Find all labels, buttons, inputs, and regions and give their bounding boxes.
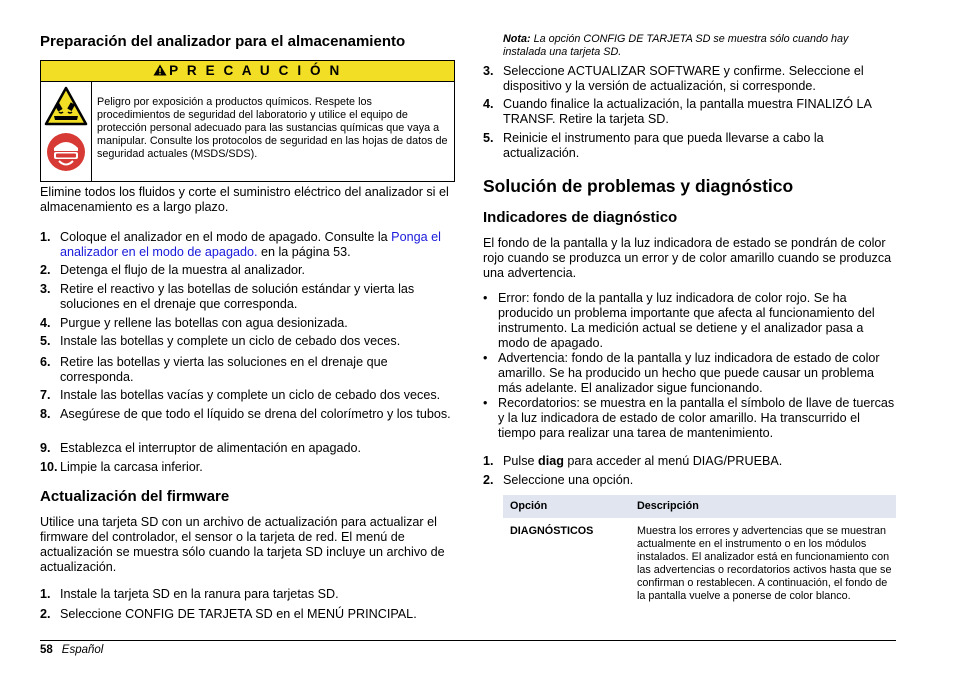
list-item: 5. Instale las botellas y complete un ciclo de cebado dos veces. <box>40 334 401 348</box>
list-item: 1. Pulse diag para acceder al menú DIAG/PRUEBA. <box>483 454 783 468</box>
note-label: Nota: <box>503 33 531 45</box>
caution-header <box>41 61 454 82</box>
caution-box <box>40 60 455 182</box>
list-item: • Advertencia: fondo de la pantalla y luz indicadora de estado de color amarillo. Se ha producido un hecho que puede causar un problema más adelante. El analizador sigue funcionando. <box>483 351 880 395</box>
indicators-intro: El fondo de la pantalla y la luz indicadora de estado se pondrán de color rojo cuando se produzca un error y de color amarillo cuando se produzca una advertencia. <box>483 236 892 280</box>
caution-text: Peligro por exposición a productos químicos. Respete los procedimientos de seguridad del laboratorio y utilice el equipo de protección personal adecuado para las sustancias químicas que vaya a manipular. Consulte los protocolos de seguridad en las hojas de datos de seguridad actuales (MSDS/SDS). <box>97 96 448 160</box>
list-item: 6. Retire las botellas y vierta las soluciones en el drenaje que corresponda. <box>40 355 388 384</box>
caution-label: P R E C A U C I Ó N <box>169 63 342 78</box>
list-item: 3. Seleccione ACTUALIZAR SOFTWARE y confirme. Seleccione el dispositivo y la versión de actualización, si corresponde. <box>483 64 864 93</box>
section-title-indicators: Indicadores de diagnóstico <box>483 209 678 226</box>
list-item: 2. Seleccione una opción. <box>483 473 634 487</box>
list-item: 3. Retire el reactivo y las botellas de solución estándar y vierta las soluciones en el drenaje que corresponda. <box>40 282 415 311</box>
note <box>503 33 893 59</box>
bullet-error: Error: fondo de la pantalla y luz indicadora de color rojo. Se ha producido un problema importante que afecta al funcionamiento del instrumento. La medición actual se detiene y el analizador pasa a modo de apagado. <box>498 291 875 350</box>
options-table <box>503 495 896 603</box>
list-item: 10. Limpie la carcasa inferior. <box>40 460 203 474</box>
list-item: 2. Detenga el flujo de la muestra al analizador. <box>40 263 306 277</box>
firmware-intro: Utilice una tarjeta SD con un archivo de actualización para actualizar el firmware del controlador, el sensor o la tarjeta de red. El menú de actualización se muestra sólo cuando la tarjeta SD incluye un archivo de actualización. <box>40 515 445 574</box>
list-item: 4. Cuando finalice la actualización, la pantalla muestra FINALIZÓ LA TRANSF. Retire la tarjeta SD. <box>483 97 872 126</box>
table-header-row <box>503 495 896 518</box>
diag-key: diag <box>538 454 564 468</box>
table-row <box>503 518 896 603</box>
shutdown-mode-link[interactable]: Ponga el analizador en el modo de apagado. <box>60 230 441 259</box>
list-item: 9. Establezca el interruptor de alimentación en apagado. <box>40 441 362 455</box>
list-item: 2. Seleccione CONFIG DE TARJETA SD en el MENÚ PRINCIPAL. <box>40 607 417 621</box>
option-cell: DIAGNÓSTICOS <box>510 525 594 537</box>
footer-divider <box>40 640 896 641</box>
list-item: 4. Purgue y rellene las botellas con agua desionizada. <box>40 316 348 330</box>
list-item: 1. Coloque el analizador en el modo de apagado. Consulte la Ponga el analizador en el modo de apagado. en la página 53. <box>40 230 441 259</box>
list-item: 5. Reinicie el instrumento para que pueda llevarse a cabo la actualización. <box>483 131 824 160</box>
list-item: 7. Instale las botellas vacías y complete un ciclo de cebado dos veces. <box>40 388 441 402</box>
section-title-storage: Preparación del analizador para el almacenamiento <box>40 33 406 50</box>
caution-body <box>41 82 454 181</box>
caution-icons <box>41 82 92 181</box>
protective-equipment-icon <box>46 132 86 172</box>
list-item: 1. Instale la tarjeta SD en la ranura para tarjetas SD. <box>40 587 339 601</box>
section-title-troubleshooting: Solución de problemas y diagnóstico <box>483 176 794 196</box>
chemical-hazard-icon <box>44 86 88 126</box>
footer-language: Español <box>61 644 104 656</box>
bullet-warning: Advertencia: fondo de la pantalla y luz indicadora de estado de color amarillo. Se ha producido un hecho que puede causar un problema más adelante. El analizador sigue funcionando. <box>498 351 880 395</box>
section-title-firmware: Actualización del firmware <box>40 488 230 505</box>
column-header-description: Descripción <box>630 495 896 518</box>
page-footer <box>40 643 103 658</box>
bullet-reminders: Recordatorios: se muestra en la pantalla el símbolo de llave de tuercas y la luz indicadora de estado de color amarillo. Ha transcurrido el tiempo para realizar una tarea de mantenimiento. <box>498 396 895 440</box>
storage-intro: Elimine todos los fluidos y corte el suministro eléctrico del analizador si el almacenamiento es a largo plazo. <box>40 185 449 214</box>
column-header-option: Opción <box>503 495 630 518</box>
list-item: • Error: fondo de la pantalla y luz indicadora de color rojo. Se ha producido un problema importante que afecta al funcionamiento del instrumento. La medición actual se detiene y el analizador pasa a modo de apagado. <box>483 291 875 350</box>
list-item: 8. Asegúrese de que todo el líquido se drena del colorímetro y los tubos. <box>40 407 451 421</box>
page-number: 58 <box>40 644 53 656</box>
description-cell: Muestra los errores y advertencias que se muestran actualmente en el instrumento o en los módulos instalados. El analizador está en funcionamiento con las advertencias o recordatorios activos hasta que se confirman o restablecen. A continuación, el fondo de la pantalla vuelve a ponerse de color blanco. <box>637 525 892 602</box>
list-item: • Recordatorios: se muestra en la pantalla el símbolo de llave de tuercas y la luz indicadora de estado de color amarillo. Ha transcurrido el tiempo para realizar una tarea de mantenimiento. <box>483 396 895 440</box>
note-text: La opción CONFIG DE TARJETA SD se muestra sólo cuando hay instalada una tarjeta SD. <box>503 33 849 58</box>
warning-triangle-icon <box>153 64 167 76</box>
